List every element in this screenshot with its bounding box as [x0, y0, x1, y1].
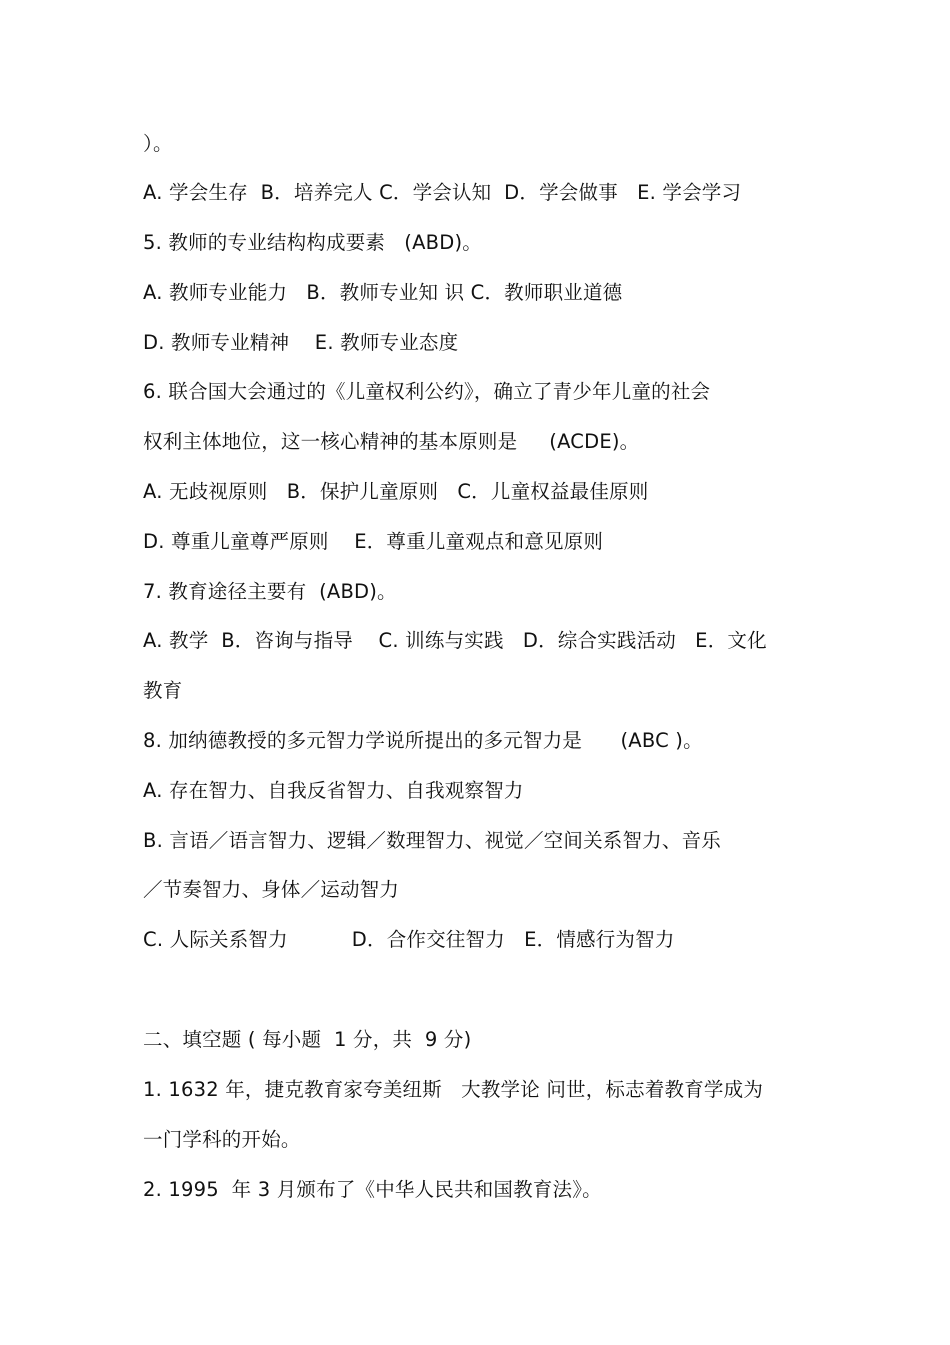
text-line-question-8-option-a: A. 存在智力、自我反省智力、自我观察智力	[143, 779, 524, 802]
text-line-fill-2: 2. 1995 年 3 月颁布了《中华人民共和国教育法》。	[143, 1178, 602, 1201]
text-line-question-8-option-b: B. 言语／语言智力、逻辑／数理智力、视觉／空间关系智力、音乐	[143, 829, 721, 852]
text-line-question-5-options-a: A. 教师专业能力 B．教师专业知 识 C．教师职业道德	[143, 281, 623, 304]
text-line-question-6-options-b: D. 尊重儿童尊严原则 E．尊重儿童观点和意见原则	[143, 530, 604, 553]
text-line-fill-1-cont: 一门学科的开始。	[143, 1128, 301, 1151]
text-line-question-8: 8. 加纳德教授的多元智力学说所提出的多元智力是 (ABC )。	[143, 729, 703, 752]
text-line-question-6-cont: 权利主体地位，这一核心精神的基本原则是 (ACDE)。	[143, 430, 640, 453]
text-line-question-8-option-b-cont: ／节奏智力、身体／运动智力	[143, 878, 400, 901]
text-line-question-6: 6. 联合国大会通过的《儿童权利公约》，确立了青少年儿童的社会	[143, 380, 711, 403]
section-heading-fill-in: 二、填空题 ( 每小题 1 分，共 9 分)	[143, 1028, 472, 1051]
text-line-question-6-options-a: A. 无歧视原则 B．保护儿童原则 C．儿童权益最佳原则	[143, 480, 649, 503]
text-line-question-5: 5. 教师的专业结构构成要素 (ABD)。	[143, 231, 482, 254]
text-line-question-7: 7. 教育途径主要有 (ABD)。	[143, 580, 397, 603]
text-line-question-4-options: A. 学会生存 B．培养完人 C．学会认知 D．学会做事 E. 学会学习	[143, 181, 742, 204]
text-line-question-7-options-cont: 教育	[143, 679, 183, 702]
text-line-question-4-end: ）。	[143, 132, 173, 155]
text-line-question-7-options: A. 教学 B．咨询与指导 C. 训练与实践 D．综合实践活动 E．文化	[143, 629, 767, 652]
text-line-fill-1: 1. 1632 年，捷克教育家夸美纽斯 大教学论 问世，标志着教育学成为	[143, 1078, 764, 1101]
text-line-question-5-options-b: D. 教师专业精神 E. 教师专业态度	[143, 331, 459, 354]
text-line-question-8-options-cde: C. 人际关系智力 D．合作交往智力 E．情感行为智力	[143, 928, 675, 951]
